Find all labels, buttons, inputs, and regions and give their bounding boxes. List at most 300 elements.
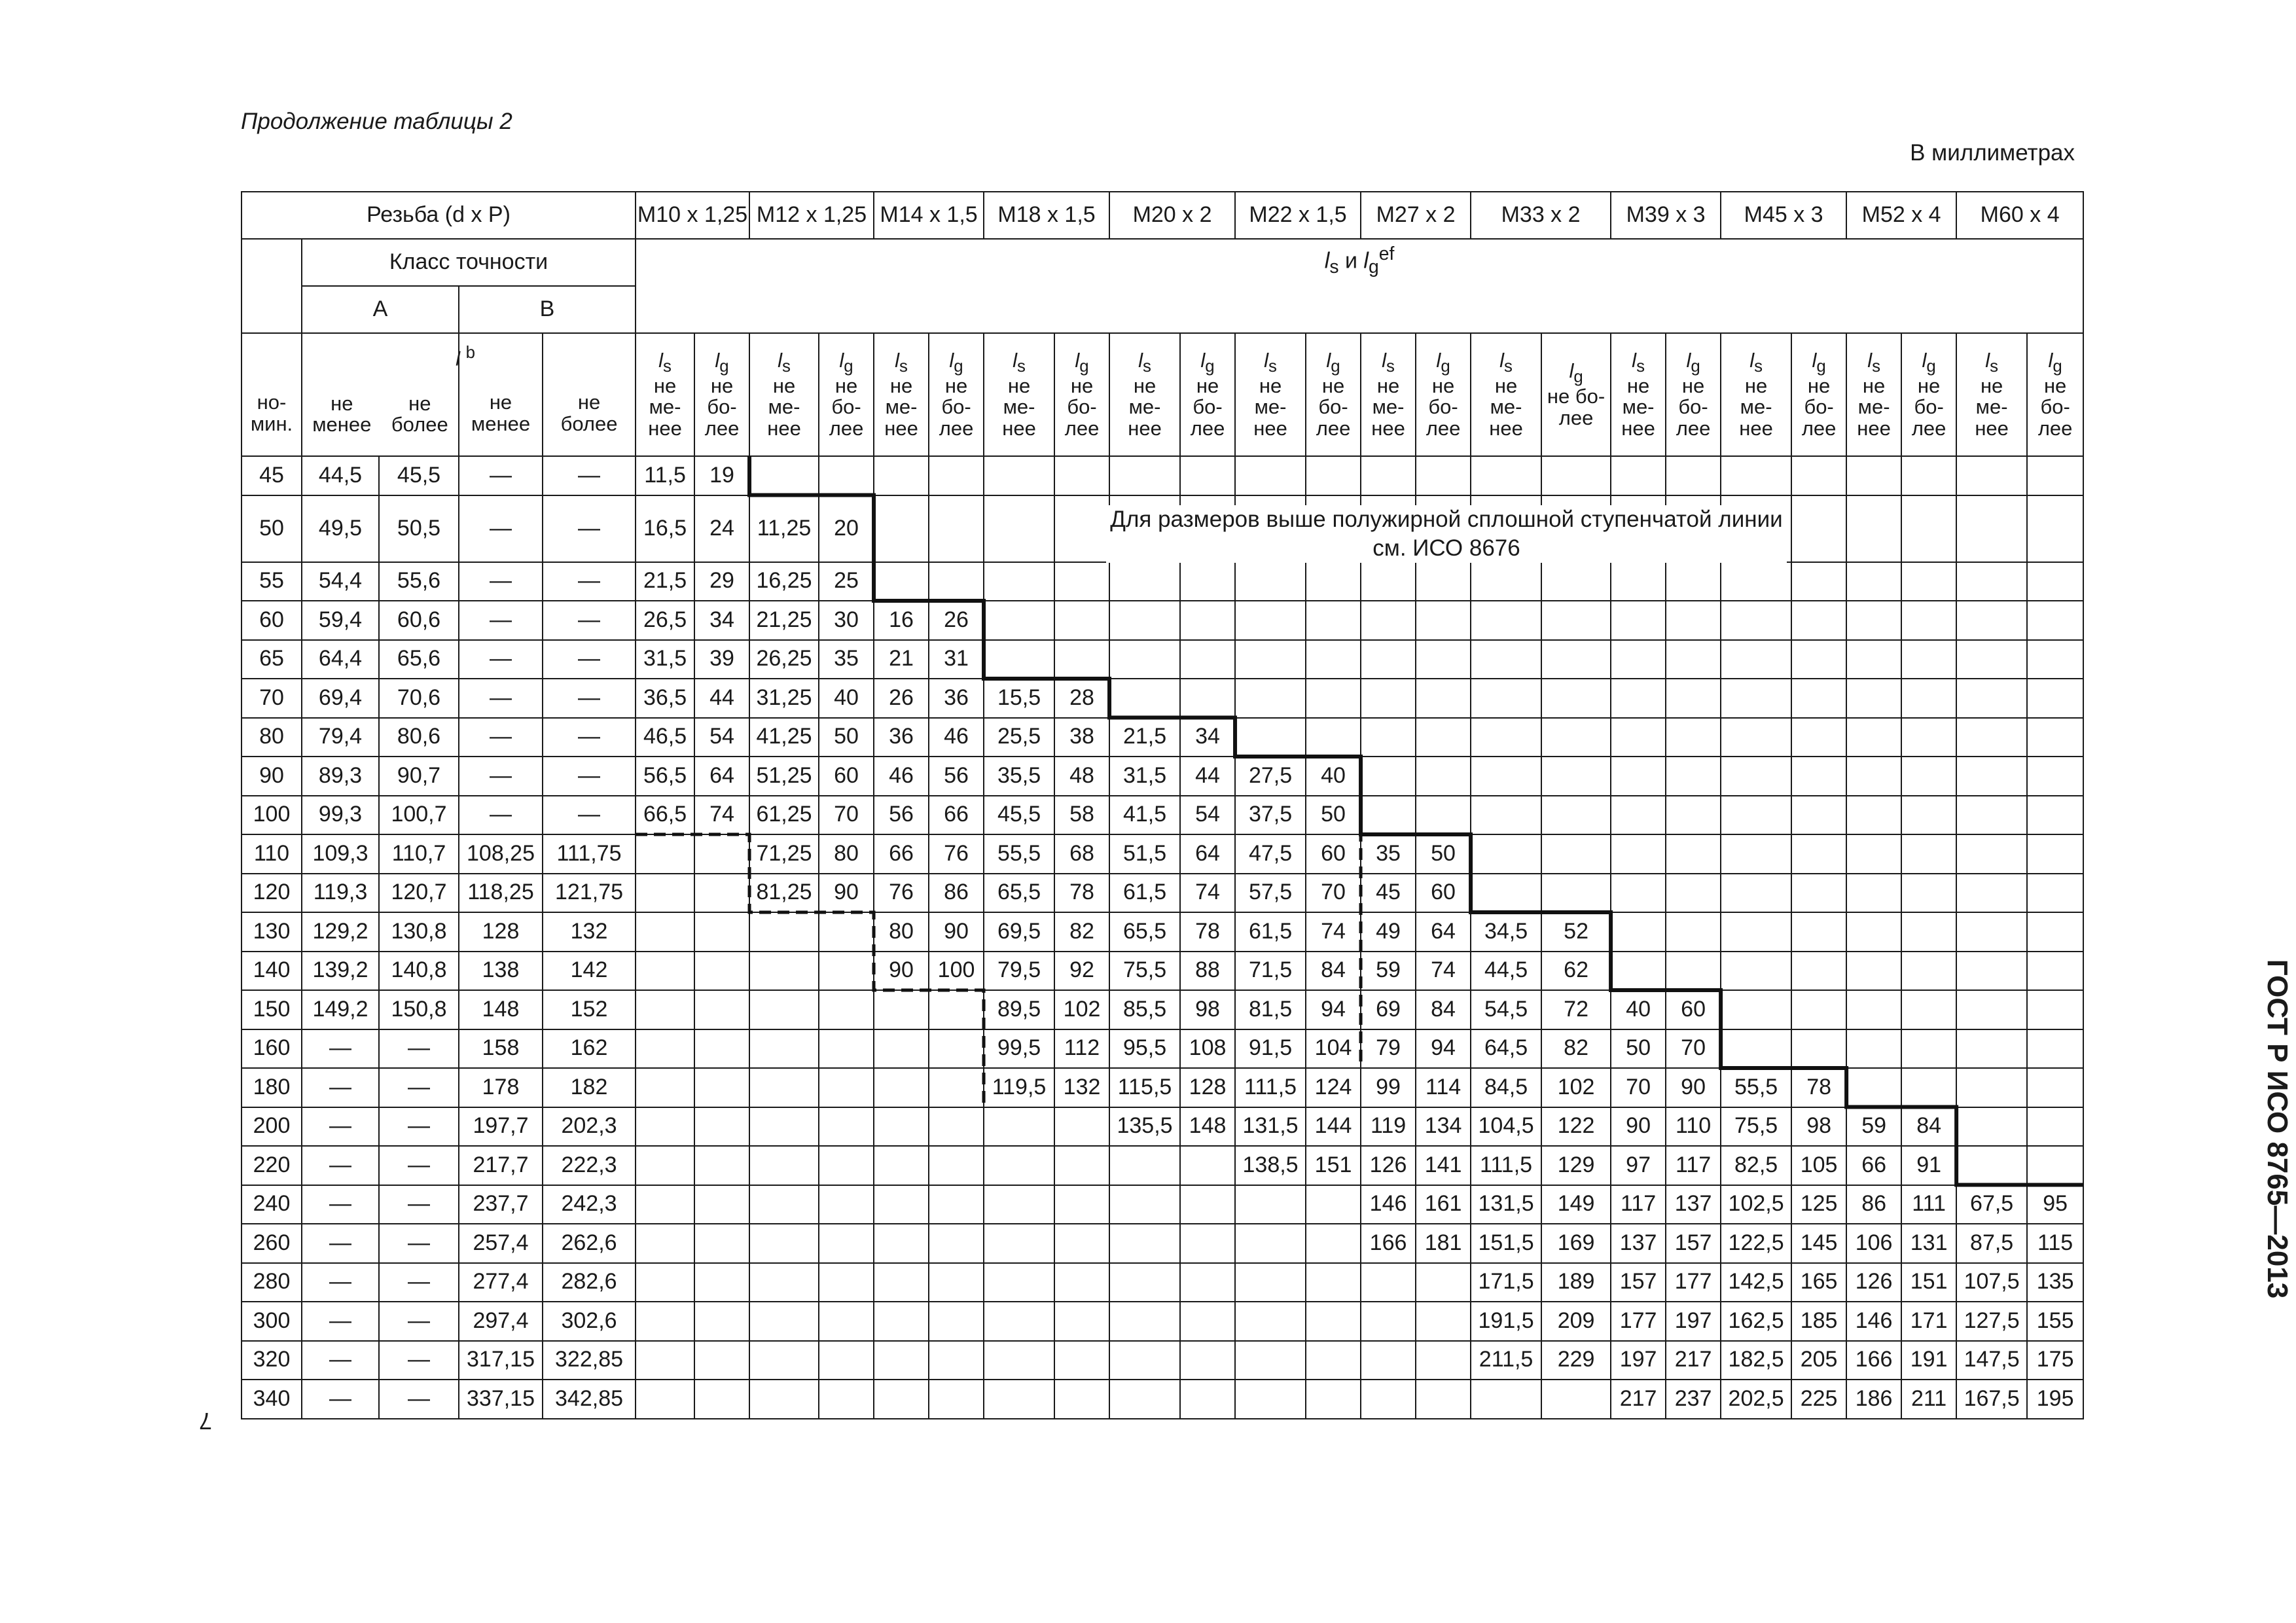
- value-cell: 126: [1846, 1263, 1901, 1302]
- value-cell: 115: [2027, 1224, 2083, 1263]
- value-cell: 55,5: [984, 834, 1054, 874]
- value-cell: 217,7: [459, 1146, 543, 1185]
- value-cell: 36,5: [636, 679, 694, 718]
- value-cell: 181: [1416, 1224, 1471, 1263]
- value-cell: —: [543, 640, 636, 679]
- value-cell: 166: [1846, 1341, 1901, 1380]
- value-cell: 124: [1306, 1068, 1361, 1107]
- nominal-length-cell: 130: [242, 912, 302, 952]
- value-cell: 67,5: [1956, 1185, 2027, 1224]
- value-cell: 142: [543, 952, 636, 991]
- value-cell: 24: [694, 495, 749, 562]
- value-cell: 119: [1361, 1107, 1416, 1147]
- value-cell: 65,5: [984, 874, 1054, 913]
- value-cell: 92: [1054, 952, 1109, 991]
- nominal-length-cell: 60: [242, 601, 302, 640]
- value-cell: 21,25: [749, 601, 819, 640]
- value-cell: 171,5: [1471, 1263, 1541, 1302]
- thread-m22: M22 x 1,5: [1235, 192, 1361, 239]
- value-cell: 110: [1666, 1107, 1721, 1147]
- value-cell: 44: [1180, 757, 1235, 796]
- value-cell: 64: [1180, 834, 1235, 874]
- value-cell: 185: [1791, 1302, 1846, 1341]
- value-cell: —: [543, 718, 636, 757]
- table-note: Для размеров выше полужирной сплошной ступенчатой линии см. ИСО 8676: [1106, 505, 1787, 563]
- value-cell: 147,5: [1956, 1341, 2027, 1380]
- value-cell: 128: [1180, 1068, 1235, 1107]
- value-cell: 26: [929, 601, 984, 640]
- value-cell: 112: [1054, 1029, 1109, 1069]
- value-cell: 59,4: [302, 601, 379, 640]
- value-cell: 138: [459, 952, 543, 991]
- value-cell: 44,5: [1471, 952, 1541, 991]
- value-cell: 108,25: [459, 834, 543, 874]
- value-cell: 90: [1611, 1107, 1666, 1147]
- value-cell: 148: [1180, 1107, 1235, 1147]
- value-cell: 119,3: [302, 874, 379, 913]
- value-cell: 40: [1306, 757, 1361, 796]
- value-cell: —: [302, 1068, 379, 1107]
- value-cell: —: [302, 1185, 379, 1224]
- value-cell: 58: [1054, 796, 1109, 835]
- value-cell: 107,5: [1956, 1263, 2027, 1302]
- value-cell: 25,5: [984, 718, 1054, 757]
- value-cell: —: [379, 1341, 459, 1380]
- value-cell: 31,25: [749, 679, 819, 718]
- ls-subheader: $l_s$ не ме- нее: [1361, 333, 1416, 456]
- value-cell: 317,15: [459, 1341, 543, 1380]
- value-cell: 34: [694, 601, 749, 640]
- value-cell: 140,8: [379, 952, 459, 991]
- value-cell: —: [459, 456, 543, 495]
- value-cell: 302,6: [543, 1302, 636, 1341]
- value-cell: 98: [1791, 1107, 1846, 1147]
- value-cell: —: [302, 1341, 379, 1380]
- value-cell: 202,5: [1721, 1380, 1791, 1419]
- ls-lg-header: $l_s$ и $l_g^{ef}$: [636, 239, 2083, 333]
- value-cell: 80: [874, 912, 929, 952]
- value-cell: 78: [1054, 874, 1109, 913]
- value-cell: 70: [1666, 1029, 1721, 1069]
- value-cell: —: [543, 456, 636, 495]
- value-cell: 59: [1361, 952, 1416, 991]
- value-cell: 36: [874, 718, 929, 757]
- value-cell: 54,4: [302, 562, 379, 601]
- nominal-length-cell: 280: [242, 1263, 302, 1302]
- value-cell: 129,2: [302, 912, 379, 952]
- value-cell: 131,5: [1235, 1107, 1306, 1147]
- value-cell: 98: [1180, 990, 1235, 1029]
- value-cell: 165: [1791, 1263, 1846, 1302]
- value-cell: 36: [929, 679, 984, 718]
- value-cell: 21,5: [636, 562, 694, 601]
- value-cell: 84: [1901, 1107, 1956, 1147]
- value-cell: 108: [1180, 1029, 1235, 1069]
- lg-subheader: $l_g$ не бо- лее: [1791, 333, 1846, 456]
- value-cell: 135: [2027, 1263, 2083, 1302]
- value-cell: 177: [1611, 1302, 1666, 1341]
- value-cell: 60: [1416, 874, 1471, 913]
- value-cell: 90: [819, 874, 874, 913]
- thread-m27: M27 x 2: [1361, 192, 1471, 239]
- value-cell: 237: [1666, 1380, 1721, 1419]
- value-cell: 155: [2027, 1302, 2083, 1341]
- value-cell: 142,5: [1721, 1263, 1791, 1302]
- value-cell: 15,5: [984, 679, 1054, 718]
- ls-subheader: $l_s$ не ме- нее: [1846, 333, 1901, 456]
- value-cell: 191: [1901, 1341, 1956, 1380]
- lg-subheader: $l_g$ не бо- лее: [694, 333, 749, 456]
- value-cell: 75,5: [1109, 952, 1180, 991]
- value-cell: 45: [1361, 874, 1416, 913]
- value-cell: 111,5: [1471, 1146, 1541, 1185]
- value-cell: 37,5: [1235, 796, 1306, 835]
- value-cell: 25: [819, 562, 874, 601]
- value-cell: 66: [874, 834, 929, 874]
- value-cell: 84: [1306, 952, 1361, 991]
- value-cell: 145: [1791, 1224, 1846, 1263]
- value-cell: —: [379, 1146, 459, 1185]
- value-cell: 80: [819, 834, 874, 874]
- value-cell: 65,5: [1109, 912, 1180, 952]
- value-cell: —: [543, 495, 636, 562]
- thread-m60: M60 x 4: [1956, 192, 2083, 239]
- value-cell: 48: [1054, 757, 1109, 796]
- value-cell: 106: [1846, 1224, 1901, 1263]
- value-cell: 110,7: [379, 834, 459, 874]
- nominal-length-cell: 300: [242, 1302, 302, 1341]
- value-cell: 49,5: [302, 495, 379, 562]
- value-cell: 79,5: [984, 952, 1054, 991]
- value-cell: 38: [1054, 718, 1109, 757]
- value-cell: 46,5: [636, 718, 694, 757]
- lg-subheader: $l_g$ не бо- лее: [819, 333, 874, 456]
- value-cell: 21,5: [1109, 718, 1180, 757]
- value-cell: 54,5: [1471, 990, 1541, 1029]
- value-cell: 131,5: [1471, 1185, 1541, 1224]
- value-cell: 34,5: [1471, 912, 1541, 952]
- value-cell: 157: [1611, 1263, 1666, 1302]
- value-cell: 205: [1791, 1341, 1846, 1380]
- value-cell: 117: [1611, 1185, 1666, 1224]
- value-cell: 35: [819, 640, 874, 679]
- value-cell: 40: [1611, 990, 1666, 1029]
- value-cell: 50: [819, 718, 874, 757]
- nominal-length-cell: 50: [242, 495, 302, 562]
- value-cell: —: [379, 1185, 459, 1224]
- value-cell: 111,75: [543, 834, 636, 874]
- value-cell: 20: [819, 495, 874, 562]
- value-cell: 119,5: [984, 1068, 1054, 1107]
- value-cell: 197,7: [459, 1107, 543, 1147]
- value-cell: 84: [1416, 990, 1471, 1029]
- value-cell: 137: [1666, 1185, 1721, 1224]
- value-cell: 86: [929, 874, 984, 913]
- value-cell: 71,5: [1235, 952, 1306, 991]
- value-cell: 62: [1541, 952, 1611, 991]
- value-cell: 197: [1666, 1302, 1721, 1341]
- value-cell: 100: [929, 952, 984, 991]
- value-cell: 262,6: [543, 1224, 636, 1263]
- value-cell: 75,5: [1721, 1107, 1791, 1147]
- value-cell: 151: [1306, 1146, 1361, 1185]
- value-cell: 167,5: [1956, 1380, 2027, 1419]
- value-cell: —: [302, 1263, 379, 1302]
- value-cell: 90: [1666, 1068, 1721, 1107]
- page-number: 7: [199, 1408, 213, 1435]
- value-cell: 64: [694, 757, 749, 796]
- ls-subheader: $l_s$ не ме- нее: [874, 333, 929, 456]
- thread-m12: M12 x 1,25: [749, 192, 874, 239]
- value-cell: 66,5: [636, 796, 694, 835]
- ls-subheader: $l_s$ не ме- нее: [984, 333, 1054, 456]
- value-cell: 52: [1541, 912, 1611, 952]
- lg-subheader: $l_g$ не бо- лее: [2027, 333, 2083, 456]
- value-cell: 31,5: [636, 640, 694, 679]
- value-cell: —: [543, 679, 636, 718]
- ls-subheader: $l_s$ не ме- нее: [1721, 333, 1791, 456]
- value-cell: 118,25: [459, 874, 543, 913]
- nominal-length-cell: 80: [242, 718, 302, 757]
- ls-subheader: $l_s$ не ме- нее: [636, 333, 694, 456]
- value-cell: 78: [1791, 1068, 1846, 1107]
- value-cell: 29: [694, 562, 749, 601]
- value-cell: —: [543, 757, 636, 796]
- ls-subheader: $l_s$ не ме- нее: [1109, 333, 1180, 456]
- class-a-header: A: [302, 286, 459, 333]
- value-cell: —: [459, 679, 543, 718]
- value-cell: 120,7: [379, 874, 459, 913]
- value-cell: 60,6: [379, 601, 459, 640]
- ls-subheader: $l_s$ не ме- нее: [1471, 333, 1541, 456]
- value-cell: 146: [1361, 1185, 1416, 1224]
- nominal-length-cell: 120: [242, 874, 302, 913]
- value-cell: 16: [874, 601, 929, 640]
- value-cell: —: [543, 562, 636, 601]
- value-cell: —: [459, 601, 543, 640]
- nominal-length-cell: 340: [242, 1380, 302, 1419]
- lg-subheader: $l_g$ не бо- лее: [1901, 333, 1956, 456]
- thread-m10: M10 x 1,25: [636, 192, 749, 239]
- value-cell: —: [379, 1380, 459, 1419]
- value-cell: 95,5: [1109, 1029, 1180, 1069]
- value-cell: 139,2: [302, 952, 379, 991]
- value-cell: —: [379, 1029, 459, 1069]
- nominal-length-cell: 320: [242, 1341, 302, 1380]
- value-cell: 35: [1361, 834, 1416, 874]
- value-cell: 40: [819, 679, 874, 718]
- lb-a-header: l $^b$ не менее не более: [302, 333, 459, 456]
- value-cell: 54: [1180, 796, 1235, 835]
- value-cell: 104,5: [1471, 1107, 1541, 1147]
- value-cell: 45,5: [379, 456, 459, 495]
- value-cell: —: [302, 1029, 379, 1069]
- value-cell: 132: [1054, 1068, 1109, 1107]
- value-cell: 26: [874, 679, 929, 718]
- value-cell: 74: [1180, 874, 1235, 913]
- lg-subheader: $l_g$ не бо- лее: [1666, 333, 1721, 456]
- value-cell: 16,5: [636, 495, 694, 562]
- value-cell: 202,3: [543, 1107, 636, 1147]
- value-cell: 82: [1541, 1029, 1611, 1069]
- thread-m33: M33 x 2: [1471, 192, 1611, 239]
- value-cell: —: [543, 796, 636, 835]
- value-cell: 151: [1901, 1263, 1956, 1302]
- value-cell: 49: [1361, 912, 1416, 952]
- value-cell: 95: [2027, 1185, 2083, 1224]
- value-cell: 229: [1541, 1341, 1611, 1380]
- value-cell: 149,2: [302, 990, 379, 1029]
- value-cell: 54: [694, 718, 749, 757]
- value-cell: 109,3: [302, 834, 379, 874]
- value-cell: 76: [874, 874, 929, 913]
- lg-subheader: $l_g$ не бо- лее: [929, 333, 984, 456]
- value-cell: 31: [929, 640, 984, 679]
- ls-subheader: $l_s$ не ме- нее: [1956, 333, 2027, 456]
- value-cell: 189: [1541, 1263, 1611, 1302]
- value-cell: 157: [1666, 1224, 1721, 1263]
- value-cell: 102: [1541, 1068, 1611, 1107]
- value-cell: 166: [1361, 1224, 1416, 1263]
- value-cell: 56,5: [636, 757, 694, 796]
- value-cell: 99,5: [984, 1029, 1054, 1069]
- value-cell: —: [459, 757, 543, 796]
- value-cell: 61,25: [749, 796, 819, 835]
- value-cell: 161: [1416, 1185, 1471, 1224]
- value-cell: 150,8: [379, 990, 459, 1029]
- value-cell: —: [543, 601, 636, 640]
- value-cell: 65,6: [379, 640, 459, 679]
- lg-subheader: $l_g$ не бо- лее: [1306, 333, 1361, 456]
- value-cell: 121,75: [543, 874, 636, 913]
- value-cell: 99,3: [302, 796, 379, 835]
- value-cell: 72: [1541, 990, 1611, 1029]
- value-cell: 88: [1180, 952, 1235, 991]
- value-cell: 45,5: [984, 796, 1054, 835]
- value-cell: —: [459, 562, 543, 601]
- thread-m52: M52 x 4: [1846, 192, 1956, 239]
- value-cell: 191,5: [1471, 1302, 1541, 1341]
- nominal-length-cell: 55: [242, 562, 302, 601]
- value-cell: —: [302, 1380, 379, 1419]
- value-cell: 50: [1306, 796, 1361, 835]
- value-cell: 46: [874, 757, 929, 796]
- thread-m45: M45 x 3: [1721, 192, 1846, 239]
- units-label: В миллиметрах: [1910, 140, 2075, 166]
- value-cell: 60: [1306, 834, 1361, 874]
- value-cell: 90,7: [379, 757, 459, 796]
- accuracy-class-header: Класс точности: [302, 239, 636, 286]
- lg-subheader: $l_g$ не бо- лее: [1541, 333, 1611, 456]
- value-cell: 94: [1416, 1029, 1471, 1069]
- value-cell: —: [379, 1302, 459, 1341]
- value-cell: 81,25: [749, 874, 819, 913]
- nominal-length-cell: 180: [242, 1068, 302, 1107]
- value-cell: 90: [874, 952, 929, 991]
- value-cell: 282,6: [543, 1263, 636, 1302]
- value-cell: 337,15: [459, 1380, 543, 1419]
- thread-header: Резьба (d x P): [242, 192, 636, 239]
- value-cell: 34: [1180, 718, 1235, 757]
- value-cell: 257,4: [459, 1224, 543, 1263]
- value-cell: 55,5: [1721, 1068, 1791, 1107]
- value-cell: 79,4: [302, 718, 379, 757]
- value-cell: 89,5: [984, 990, 1054, 1029]
- value-cell: 39: [694, 640, 749, 679]
- value-cell: —: [459, 796, 543, 835]
- value-cell: 131: [1901, 1224, 1956, 1263]
- value-cell: 129: [1541, 1146, 1611, 1185]
- thread-m14: M14 x 1,5: [874, 192, 984, 239]
- nominal-length-cell: 90: [242, 757, 302, 796]
- nominal-length-cell: 100: [242, 796, 302, 835]
- value-cell: 182: [543, 1068, 636, 1107]
- lg-subheader: $l_g$ не бо- лее: [1180, 333, 1235, 456]
- value-cell: 242,3: [543, 1185, 636, 1224]
- value-cell: 78: [1180, 912, 1235, 952]
- value-cell: 47,5: [1235, 834, 1306, 874]
- value-cell: 148: [459, 990, 543, 1029]
- value-cell: 74: [694, 796, 749, 835]
- value-cell: 64,4: [302, 640, 379, 679]
- value-cell: 99: [1361, 1068, 1416, 1107]
- value-cell: 56: [929, 757, 984, 796]
- value-cell: —: [302, 1302, 379, 1341]
- value-cell: 60: [1666, 990, 1721, 1029]
- value-cell: 158: [459, 1029, 543, 1069]
- value-cell: 30: [819, 601, 874, 640]
- value-cell: 122,5: [1721, 1224, 1791, 1263]
- value-cell: 175: [2027, 1341, 2083, 1380]
- value-cell: 82,5: [1721, 1146, 1791, 1185]
- value-cell: —: [459, 718, 543, 757]
- value-cell: 44: [694, 679, 749, 718]
- value-cell: 111,5: [1235, 1068, 1306, 1107]
- value-cell: 127,5: [1956, 1302, 2027, 1341]
- value-cell: 64: [1416, 912, 1471, 952]
- value-cell: 171: [1901, 1302, 1956, 1341]
- value-cell: —: [379, 1107, 459, 1147]
- value-cell: 130,8: [379, 912, 459, 952]
- ls-subheader: $l_s$ не ме- нее: [1235, 333, 1306, 456]
- lb-b-max-header: не более: [543, 333, 636, 456]
- value-cell: 51,25: [749, 757, 819, 796]
- value-cell: 177: [1666, 1263, 1721, 1302]
- lg-subheader: $l_g$ не бо- лее: [1054, 333, 1109, 456]
- value-cell: 122: [1541, 1107, 1611, 1147]
- value-cell: 115,5: [1109, 1068, 1180, 1107]
- value-cell: 21: [874, 640, 929, 679]
- nominal-length-cell: 140: [242, 952, 302, 991]
- ls-subheader: $l_s$ не ме- нее: [1611, 333, 1666, 456]
- value-cell: 104: [1306, 1029, 1361, 1069]
- ls-subheader: $l_s$ не ме- нее: [749, 333, 819, 456]
- value-cell: 146: [1846, 1302, 1901, 1341]
- value-cell: 50,5: [379, 495, 459, 562]
- value-cell: 50: [1416, 834, 1471, 874]
- value-cell: 74: [1306, 912, 1361, 952]
- value-cell: 149: [1541, 1185, 1611, 1224]
- nominal-length-cell: 110: [242, 834, 302, 874]
- value-cell: 111: [1901, 1185, 1956, 1224]
- value-cell: 151,5: [1471, 1224, 1541, 1263]
- value-cell: 195: [2027, 1380, 2083, 1419]
- value-cell: 97: [1611, 1146, 1666, 1185]
- value-cell: 91: [1901, 1146, 1956, 1185]
- nominal-length-cell: 240: [242, 1185, 302, 1224]
- value-cell: 85,5: [1109, 990, 1180, 1029]
- value-cell: 86: [1846, 1185, 1901, 1224]
